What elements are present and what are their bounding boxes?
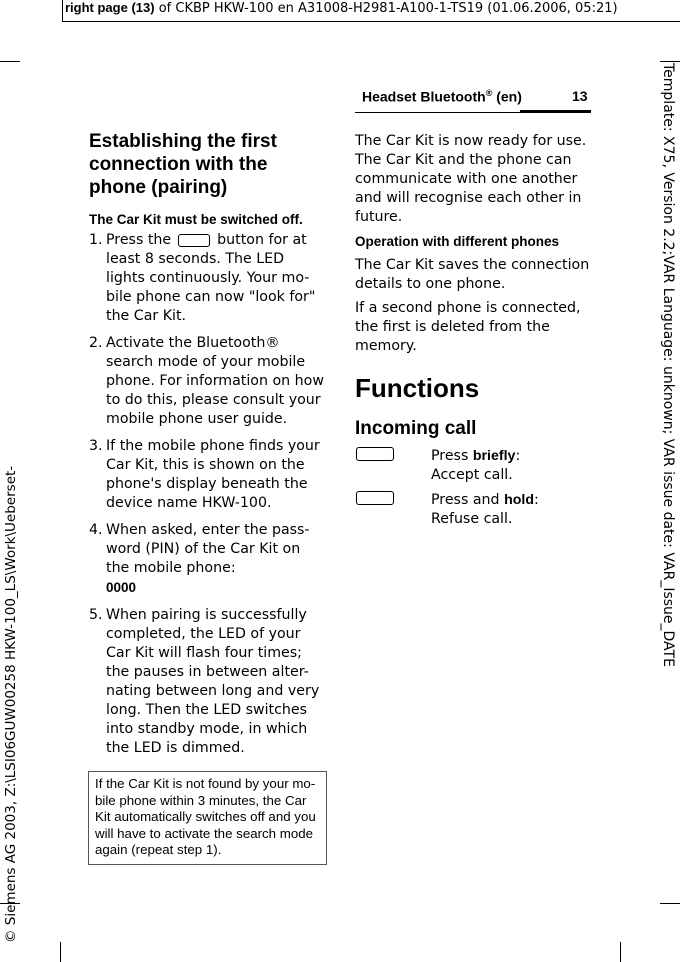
section-heading-pairing: Establishing the first connection with the phone (pairing)	[89, 131, 277, 198]
print-header-prefix: right page (13)	[65, 0, 155, 15]
button-key-icon	[178, 234, 210, 247]
running-header-title: Headset Bluetooth® (en)	[362, 88, 522, 105]
step-item: 3. If the mobile phone finds your Car Kit, this is shown on the phone's display beneath the device name HKW-100.	[89, 438, 320, 511]
right-column-intro: The Car Kit is now ready for use. The Car Kit and the phone can communicate with one another and will recognise each other in future.	[355, 133, 587, 225]
action-hold: Press and hold: Refuse call.	[431, 492, 539, 527]
crop-mark	[0, 61, 20, 62]
print-header-rest: of CKBP HKW-100 en A31008-H2981-A100-1-TS19 (01.06.2006, 05:21)	[154, 1, 618, 16]
pin-value: 0000	[106, 580, 137, 595]
button-key-icon	[356, 447, 394, 461]
left-column	[89, 130, 326, 766]
print-header	[62, 0, 680, 22]
step-item: 4. When asked, enter the pass-word (PIN) of the Car Kit on the mobile phone: 0000	[89, 522, 310, 595]
crop-mark	[660, 903, 680, 904]
action-briefly: Press briefly: Accept call.	[431, 448, 521, 483]
subheading-different-phones: Operation with different phones	[355, 234, 560, 249]
paragraph-second-phone: If a second phone is connected, the first is deleted from the memory.	[355, 300, 581, 354]
steps-list	[89, 231, 326, 758]
header-rule-accent	[520, 110, 591, 113]
functions-heading: Functions	[355, 373, 480, 403]
paragraph-saves-connection: The Car Kit saves the connection details to one phone.	[355, 257, 590, 292]
crop-mark	[620, 942, 621, 962]
side-right-text: Template: X75, Version 2.2;VAR Language: unknown; VAR issue date: VAR_Issue_DATE	[660, 63, 676, 667]
button-key-icon	[356, 491, 394, 505]
incoming-call-heading: Incoming call	[355, 418, 477, 439]
note-box: If the Car Kit is not found by your mo-bile phone within 3 minutes, the Car Kit automatically switches off and you will have to activate the search mode again (repeat step 1).	[88, 771, 327, 865]
subheading-switched-off: The Car Kit must be switched off.	[89, 212, 303, 227]
crop-mark	[60, 942, 61, 962]
page-number: 13	[572, 88, 588, 104]
step-item: 5. When pairing is successfully completed, the LED of your Car Kit will flash four times; the pauses in between alter-nating between long and very long. Then the LED switches into standby mode, in which the LED is dimmed.	[89, 607, 320, 756]
crop-mark	[660, 61, 680, 62]
step-item: 2. Activate the Bluetooth® search mode of your mobile phone. For information on how to do this, please consult your mobile phone user guide.	[89, 335, 324, 427]
side-left-text: © Siemens AG 2003, Z:\LSI06GUW00258 HKW-100_LS\Work\Ueberset-	[3, 465, 19, 943]
step-item: 1. Press the button for at least 8 seconds. The LED lights continuously. Your mo-bile phone can now "look for" the Car Kit.	[89, 232, 316, 324]
